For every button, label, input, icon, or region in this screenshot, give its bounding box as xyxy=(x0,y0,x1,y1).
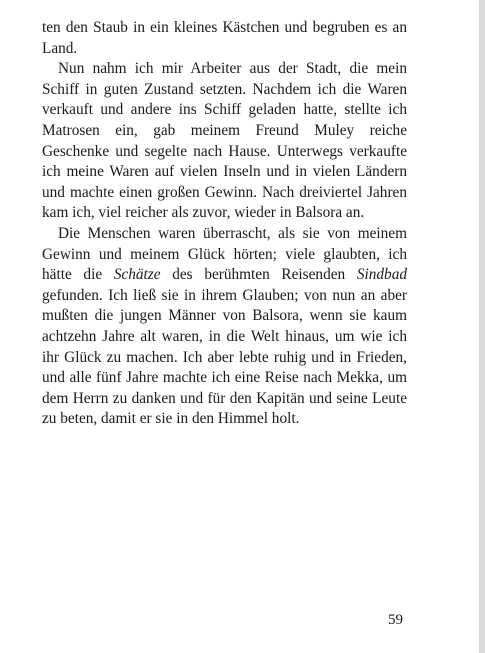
paragraph-3-text-c: gefunden. Ich ließ sie in ihrem Glauben; von nun an aber mußten die jungen Männer von Balsora, wenn sie kaum achtzehn Jahre alt waren, in die Welt hinaus, um wie ich ihr Glück zu machen. Ich aber lebte ruhig und in Frieden, und alle fünf Jahre machte ich eine Reise nach Mekka, um dem Herrn zu danken und für den Kapitän und seine Leute zu beten, damit er sie in den Himmel holt. xyxy=(42,286,407,428)
page-edge-shadow xyxy=(479,0,485,653)
body-text xyxy=(42,18,407,430)
paragraph-3-text-a: Die Menschen waren überrascht, als sie von meinem Gewinn und meinem Glück hörten; viele glaubten, ich hätte die xyxy=(42,224,407,284)
paragraph-3-text-b: des berühmten Reisenden xyxy=(160,266,357,284)
paragraph-3 xyxy=(42,224,407,430)
italic-term-schaetze: Schätze xyxy=(113,266,161,284)
paragraph-2-text: Nun nahm ich mir Arbeiter aus der Stadt, die mein Schiff in guten Zustand setzten. Nachdem ich die Waren verkauft und andere ins Schiff geladen hatte, stellte ich Matrosen ein, gab meinem Freund Muley reiche Geschenke und segelte nach Hause. Unterwegs verkaufte ich meine Waren auf vielen Inseln und in vielen Ländern und machte einen großen Gewinn. Nach dreiviertel Jahren kam ich, viel reicher als zuvor, wieder in Balsora an. xyxy=(42,60,407,222)
paragraph-2 xyxy=(42,59,407,224)
page-number: 59 xyxy=(388,612,403,628)
paragraph-1-text: ten den Staub in ein kleines Kästchen und begruben es an Land. xyxy=(42,19,407,57)
paragraph-1 xyxy=(42,18,407,59)
italic-term-sindbad: Sindbad xyxy=(356,266,407,284)
